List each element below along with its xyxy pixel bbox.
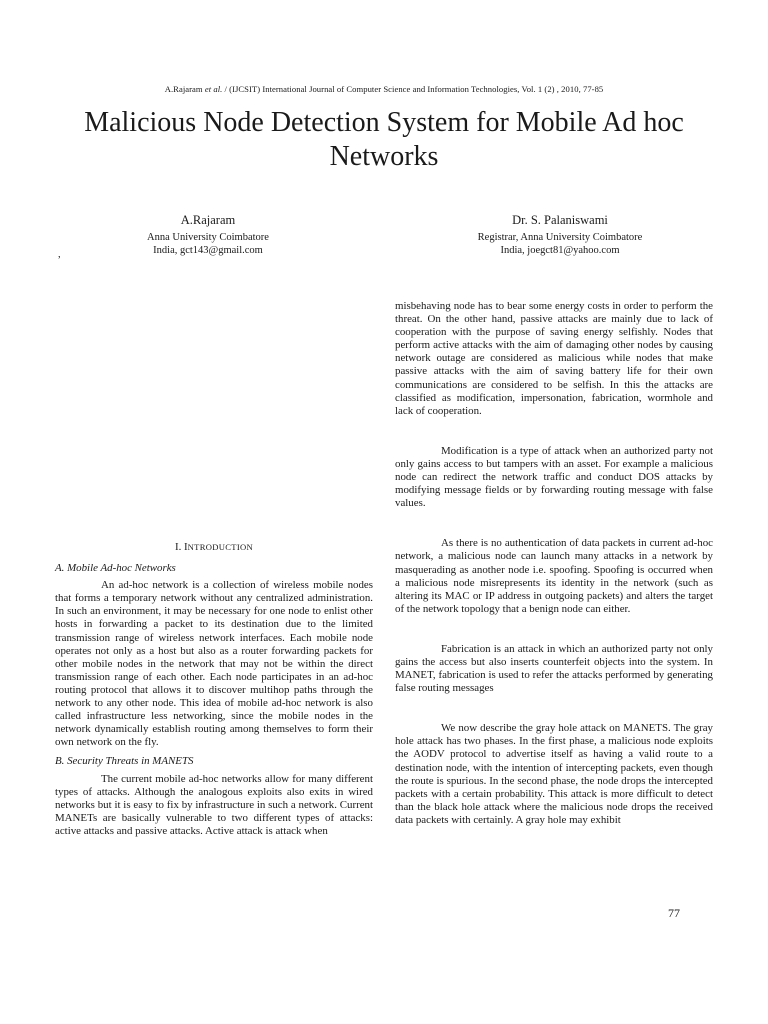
author-affiliation: Registrar, Anna University Coimbatore bbox=[477, 232, 643, 243]
author-contact: India, gct143@gmail.com bbox=[153, 245, 263, 256]
paragraph: misbehaving node has to bear some energy costs in order to perform the threat. On the other hand, passive attacks are mainly due to lack of cooperation with the purpose of saving energy selfishly. Nodes that perform active attacks with the aim of damaging other nodes by causing network outage are considered as malicious while nodes that make passive attacks with the aim of saving battery life for their own communications are considered to be selfish. In this the attacks are classified as modification, impersonation, fabrication, wormhole and lack of cooperation. bbox=[395, 300, 713, 417]
paragraph: We now describe the gray hole attack on MANETS. The gray hole attack has two phases. In the first phase, a malicious node exploits the AODV protocol to advertise itself as having a valid route to a destination node, with the intention of intercepting packets, even though the route is spurious. In the second phase, the node drops the intercepted packets with a certain probability. This attack is more difficult to detect than the black hole attack where the malicious node drops the received data packets with certainly. A gray hole may exhibit bbox=[395, 722, 713, 826]
author-contact: India, joegct81@yahoo.com bbox=[500, 245, 620, 256]
running-head bbox=[0, 84, 768, 94]
running-head-journal: / (IJCSIT) International Journal of Computer Science and Information Technologies, Vol. 1 (2) , 2010, 77-85 bbox=[222, 84, 604, 94]
page-number: 77 bbox=[668, 906, 680, 920]
author-block-1 bbox=[58, 213, 358, 257]
author-block-2 bbox=[410, 213, 710, 257]
paper-title: Malicious Node Detection System for Mobile Ad hoc Networks bbox=[84, 107, 684, 172]
paragraph: The current mobile ad-hoc networks allow for many different types of attacks. Although the analogous exploits also exits in wired networks but it is easy to fix by infrastructure in such a network. Current MANETs are basically vulnerable to two different types of attacks: active attacks and passive attacks. Active attack is attack when bbox=[55, 772, 373, 837]
subsection-heading-security-threats: B. Security Threats in MANETS bbox=[55, 755, 194, 768]
subsection-heading-mobile-adhoc: A. Mobile Ad-hoc Networks bbox=[55, 562, 176, 575]
stray-mark: , bbox=[58, 249, 61, 260]
left-column bbox=[55, 541, 373, 838]
running-head-authors: A.Rajaram bbox=[164, 84, 205, 94]
paragraph: An ad-hoc network is a collection of wireless mobile nodes that forms a temporary network without any centralized administration. In such an environment, it may be necessary for one node to enlist other hosts in forwarding a packet to its destination due to the limited transmission range of wireless network interfaces. Each mobile node operates not only as a host but also as a router forwarding packets for other mobile nodes in the network that may not be within the direct transmission range of each other. Each node participates in an ad-hoc routing protocol that allows it to discover multihop paths through the network to any other node. This idea of mobile ad-hoc network is also called infrastructure less networking, since the mobile nodes in the network dynamically establish routing among themselves to form their own network on the fly. bbox=[55, 579, 373, 749]
author-name: A.Rajaram bbox=[180, 213, 236, 227]
running-head-etal: et al. bbox=[204, 84, 223, 94]
section-heading-introduction: I. INTRODUCTION bbox=[174, 541, 254, 553]
author-affiliation: Anna University Coimbatore bbox=[147, 232, 269, 243]
author-name: Dr. S. Palaniswami bbox=[512, 213, 608, 227]
paragraph: Fabrication is an attack in which an authorized party not only gains the access but also inserts counterfeit objects into the system. In MANET, fabrication is used to refer the attacks performed by generating false routing messages bbox=[395, 642, 713, 695]
paragraph: Modification is a type of attack when an authorized party not only gains access to but tampers with an asset. For example a malicious node can redirect the network traffic and conduct DOS attacks by modifying message fields or by forwarding routing message with false values. bbox=[395, 444, 713, 510]
paragraph: As there is no authentication of data packets in current ad-hoc network, a malicious node can launch many attacks in a network by masquerading as another node i.e. spoofing. Spoofing is occurred when a malicious node misrepresents its identity in the network (such as altering its MAC or IP address in outgoing packets) and alters the target of the network topology that a benign node can either. bbox=[395, 537, 713, 615]
right-column bbox=[395, 300, 713, 827]
